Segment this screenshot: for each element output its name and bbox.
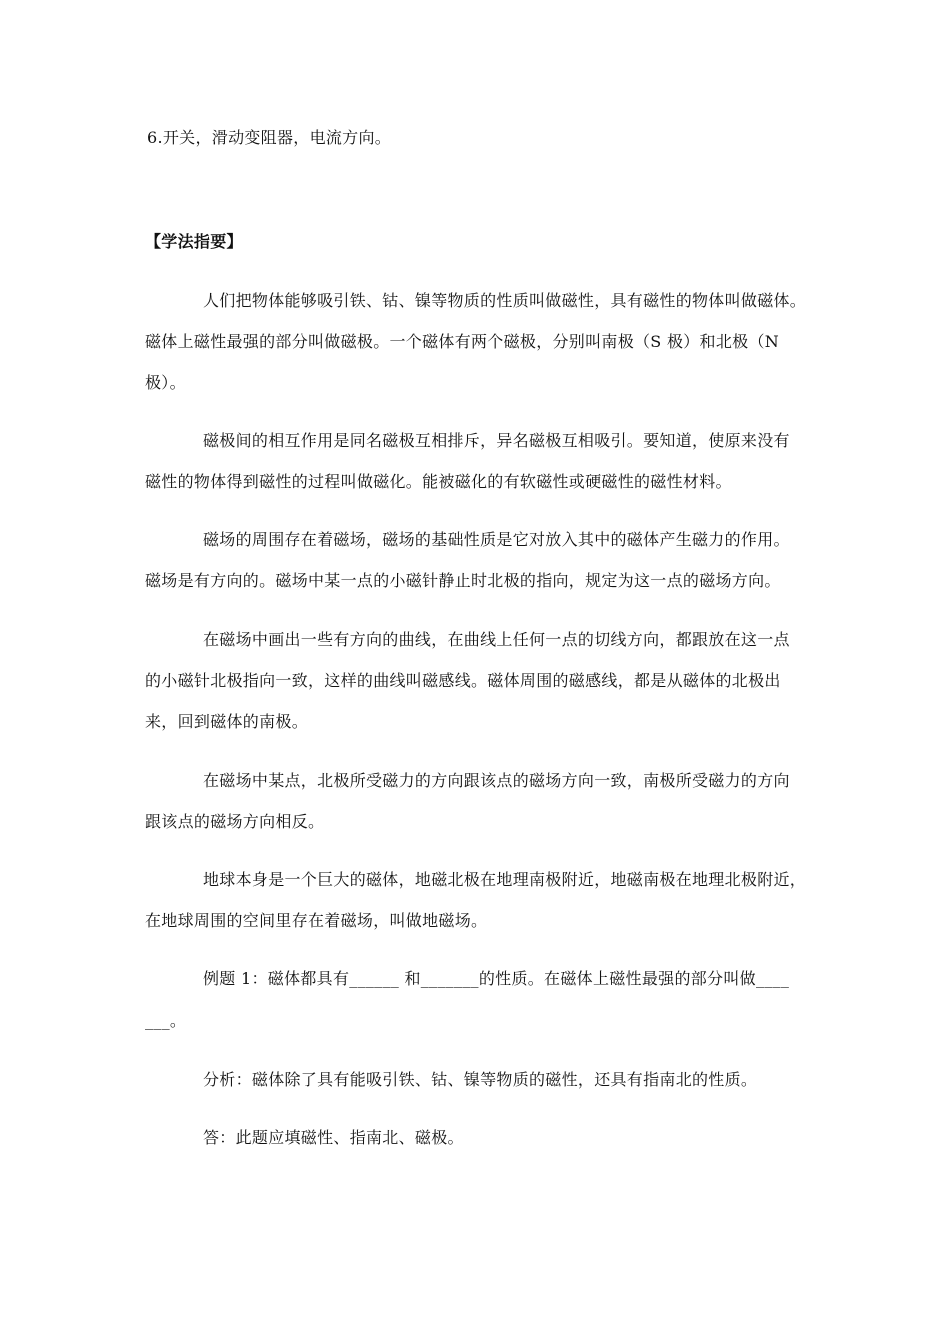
- paragraph-line: 的小磁针北极指向一致，这样的曲线叫磁感线。磁体周围的磁感线，都是从磁体的北极出: [145, 671, 781, 690]
- paragraph-line: 在地球周围的空间里存在着磁场，叫做地磁场。: [145, 911, 488, 930]
- paragraph-line: 人们把物体能够吸引铁、钴、镍等物质的性质叫做磁性，具有磁性的物体叫做磁体。: [203, 291, 807, 310]
- paragraph-line: 磁场是有方向的。磁场中某一点的小磁针静止时北极的指向，规定为这一点的磁场方向。: [145, 571, 781, 590]
- answer-text: 答：此题应填磁性、指南北、磁极。: [203, 1128, 464, 1147]
- paragraph-line: 在磁场中画出一些有方向的曲线，在曲线上任何一点的切线方向，都跟放在这一点: [203, 630, 790, 649]
- paragraph-line: 磁体上磁性最强的部分叫做磁极。一个磁体有两个磁极，分别叫南极（S 极）和北极（N: [145, 332, 780, 351]
- paragraph-line: 磁极间的相互作用是同名磁极互相排斥，异名磁极互相吸引。要知道，使原来没有: [203, 431, 790, 450]
- list-item-6: 6.开关，滑动变阻器，电流方向。: [147, 128, 392, 147]
- paragraph-line: 极）。: [145, 373, 186, 392]
- example-line: 例题 1：磁体都具有______ 和_______的性质。在磁体上磁性最强的部分叫做____: [203, 969, 790, 988]
- paragraph-line: 磁性的物体得到磁性的过程叫做磁化。能被磁化的有软磁性或硬磁性的磁性材料。: [145, 472, 732, 491]
- paragraph-line: 来，回到磁体的南极。: [145, 712, 309, 731]
- paragraph-line: 在磁场中某点，北极所受磁力的方向跟该点的磁场方向一致，南极所受磁力的方向: [203, 771, 790, 790]
- analysis-text: 分析：磁体除了具有能吸引铁、钴、镍等物质的磁性，还具有指南北的性质。: [203, 1070, 758, 1089]
- paragraph-line: 磁场的周围存在着磁场，磁场的基础性质是它对放入其中的磁体产生磁力的作用。: [203, 530, 790, 549]
- example-line: ___。: [145, 1011, 187, 1030]
- section-title: 【学法指要】: [145, 232, 243, 251]
- paragraph-line: 地球本身是一个巨大的磁体，地磁北极在地理南极附近，地磁南极在地理北极附近，: [203, 870, 807, 889]
- paragraph-line: 跟该点的磁场方向相反。: [145, 812, 325, 831]
